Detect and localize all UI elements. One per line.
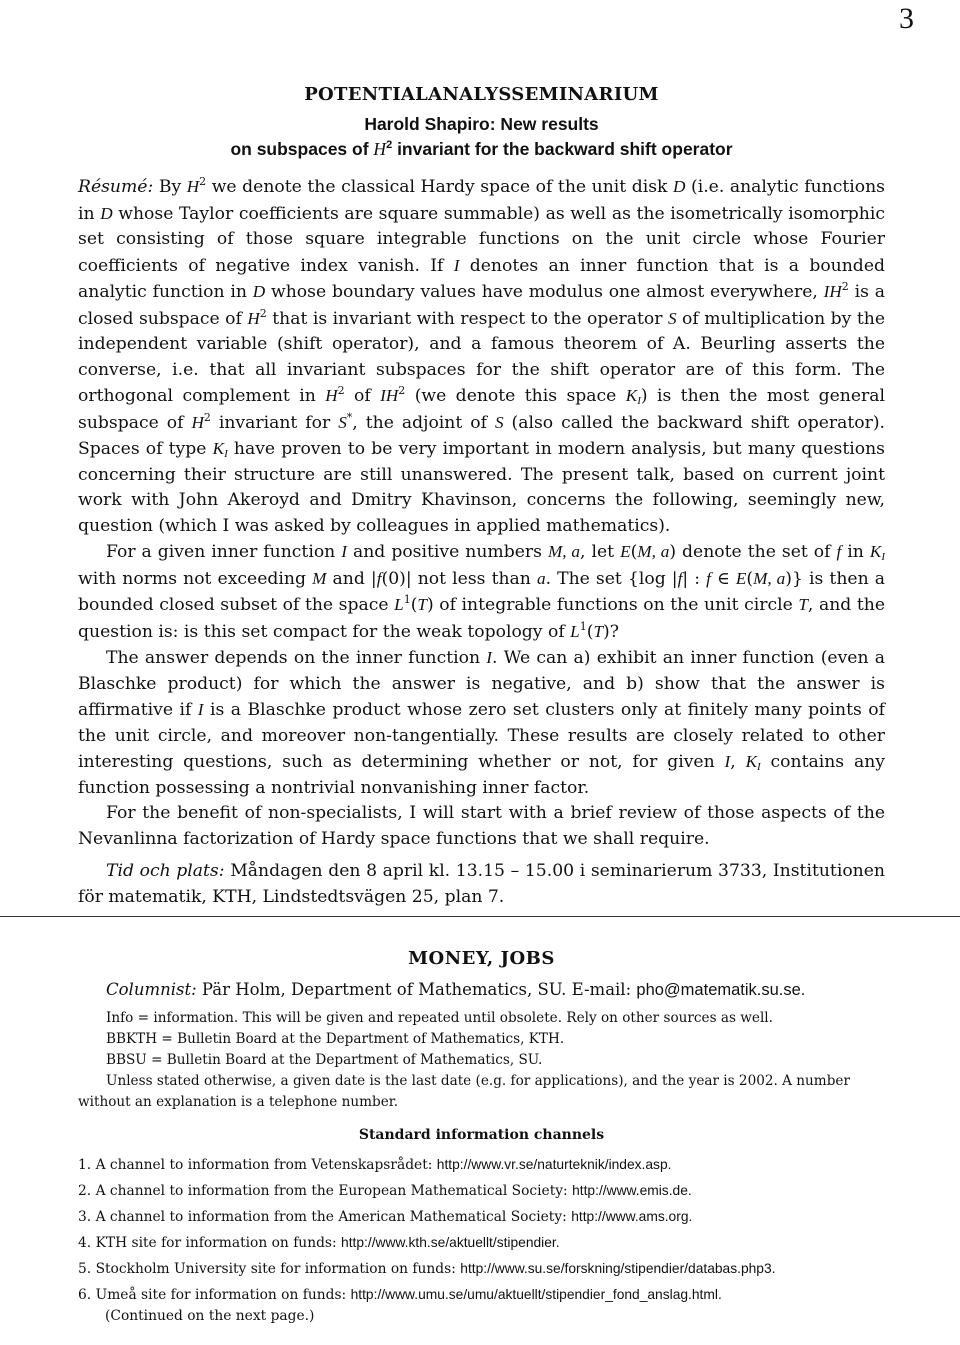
list-item: 2. A channel to information from the European Mathematical Society: http://www.emis.de. xyxy=(78,1183,692,1199)
abstract-paragraph-4: For the benefit of non-specialists, I will start with a brief review of those aspects of the Nevanlinna factorization of Hardy space functions that we shall require. xyxy=(78,803,885,849)
channel-link[interactable]: http://www.kth.se/aktuellt/stipendier. xyxy=(341,1235,560,1250)
time-place-label: Tid och plats: xyxy=(106,861,225,881)
list-item: 6. Umeå site for information on funds: http://www.umu.se/umu/aktuellt/stipendier_fond_anslag.html. xyxy=(78,1287,722,1303)
columnist-label: Columnist: xyxy=(106,980,197,999)
list-item: 1. A channel to information from Vetenskapsrådet: http://www.vr.se/naturteknik/index.asp. xyxy=(78,1157,672,1173)
channel-link[interactable]: http://www.emis.de. xyxy=(572,1183,692,1198)
money-jobs-title: MONEY, JOBS xyxy=(408,948,555,969)
channel-link[interactable]: http://www.vr.se/naturteknik/index.asp. xyxy=(436,1157,672,1172)
time-place-text: Måndagen den 8 april kl. 13.15 – 15.00 i seminarierum 3733, Institutionen för matematik, KTH, Lindstedtsvägen 25, plan 7. xyxy=(78,861,885,907)
columnist-text: Pär Holm, Department of Mathematics, SU. E-mail: xyxy=(201,980,632,999)
list-item: 5. Stockholm University site for information on funds: http://www.su.se/forskning/stipendier/databas.php3. xyxy=(78,1261,776,1277)
channel-link[interactable]: http://www.su.se/forskning/stipendier/databas.php3. xyxy=(460,1261,776,1276)
channel-link[interactable]: http://www.ams.org. xyxy=(571,1209,693,1224)
seminar-section xyxy=(78,84,885,910)
abstract-paragraph-1: Résumé: By $H^2$ we denote the classical Hardy space of the unit disk D (i.e. analytic functions in D whose Taylor coefficients are square summable) as well as the isometrically isomorphic set consisting of those square integrable functions on the unit circle whose Fourier coefficients of negative index vanish. If I denotes an inner function that is a bounded analytic function in D whose boundary values have modulus one almost everywhere, $IH^2$ is a closed subspace of $H^2$ that is invariant with respect to the operator S of multiplication by the independent variable (shift operator), and a famous theorem of A. Beurling asserts the converse, i.e. that all invariant subspaces for the shift operator are of this form. The orthogonal complement in $H^2$ of $IH^2$ (we denote this space $K_I$) is then the most general subspace of $H^2$ invariant for S*, the adjoint of S (also called the backward shift operator). Spaces of type $K_I$ have proven to be very important in modern analysis, but many questions concerning their structure are still unanswered. The present talk, based on current joint work with John Akeroyd and Dmitry Khavinson, concerns the following, seemingly new, question (which I was asked by colleagues in applied mathematics). xyxy=(78,175,886,536)
bbsu-line: BBSU = Bulletin Board at the Department of Mathematics, SU. xyxy=(106,1052,543,1068)
channels-heading: Standard information channels xyxy=(358,1127,605,1143)
continued-note: (Continued on the next page.) xyxy=(105,1308,315,1324)
list-item: 3. A channel to information from the American Mathematical Society: http://www.ams.org. xyxy=(78,1209,693,1225)
bbkth-line: BBKTH = Bulletin Board at the Department of Mathematics, KTH. xyxy=(106,1031,565,1047)
time-place xyxy=(78,859,885,910)
section-divider xyxy=(0,916,960,917)
info-line: Info = information. This will be given and repeated until obsolete. Rely on other sources as well. xyxy=(106,1010,773,1026)
list-item: 4. KTH site for information on funds: http://www.kth.se/aktuellt/stipendier. xyxy=(78,1235,560,1251)
channel-link[interactable]: http://www.umu.se/umu/aktuellt/stipendier_fond_anslag.html. xyxy=(350,1287,722,1302)
page-number: 3 xyxy=(899,2,914,35)
columnist-line xyxy=(78,980,885,1000)
talk-title-line2: on subspaces of $H^2$ invariant for the backward shift operator xyxy=(230,139,733,159)
talk-title xyxy=(78,112,885,162)
abstract-paragraph-3: The answer depends on the inner function I. We can a) exhibit an inner function (even a Blaschke product) for which the answer is negative, and b) show that the answer is affirmative if I is a Blaschke product whose zero set clusters only at finitely many points of the unit circle, and moreover non-tangentially. These results are closely related to other interesting questions, such as determining whether or not, for given I, $K_I$ contains any function possessing a nontrivial nonvanishing inner factor. xyxy=(78,648,885,798)
talk-title-line1: Harold Shapiro: New results xyxy=(364,114,599,134)
columnist-email[interactable]: pho@matematik.su.se. xyxy=(636,981,806,999)
seminar-title: POTENTIALANALYSSEMINARIUM xyxy=(304,84,659,105)
unless-line: Unless stated otherwise, a given date is the last date (e.g. for applications), and the year is 2002. A number without an explanation is a telephone number. xyxy=(78,1073,850,1110)
money-jobs-section xyxy=(78,948,885,1324)
abstract-paragraph-2: For a given inner function I and positive numbers M, a, let E(M, a) denote the set of f in $K_I$ with norms not exceeding M and |f(0)| not less than a. The set {log |f| : f ∈ E(M, a)} is then a bounded closed subset of the space $L^1(T)$ of integrable functions on the unit circle T, and the question is: is this set compact for the weak topology of $L^1(T)$? xyxy=(78,542,886,642)
resume-label: Résumé: xyxy=(78,177,154,197)
channels-list xyxy=(78,1152,885,1308)
